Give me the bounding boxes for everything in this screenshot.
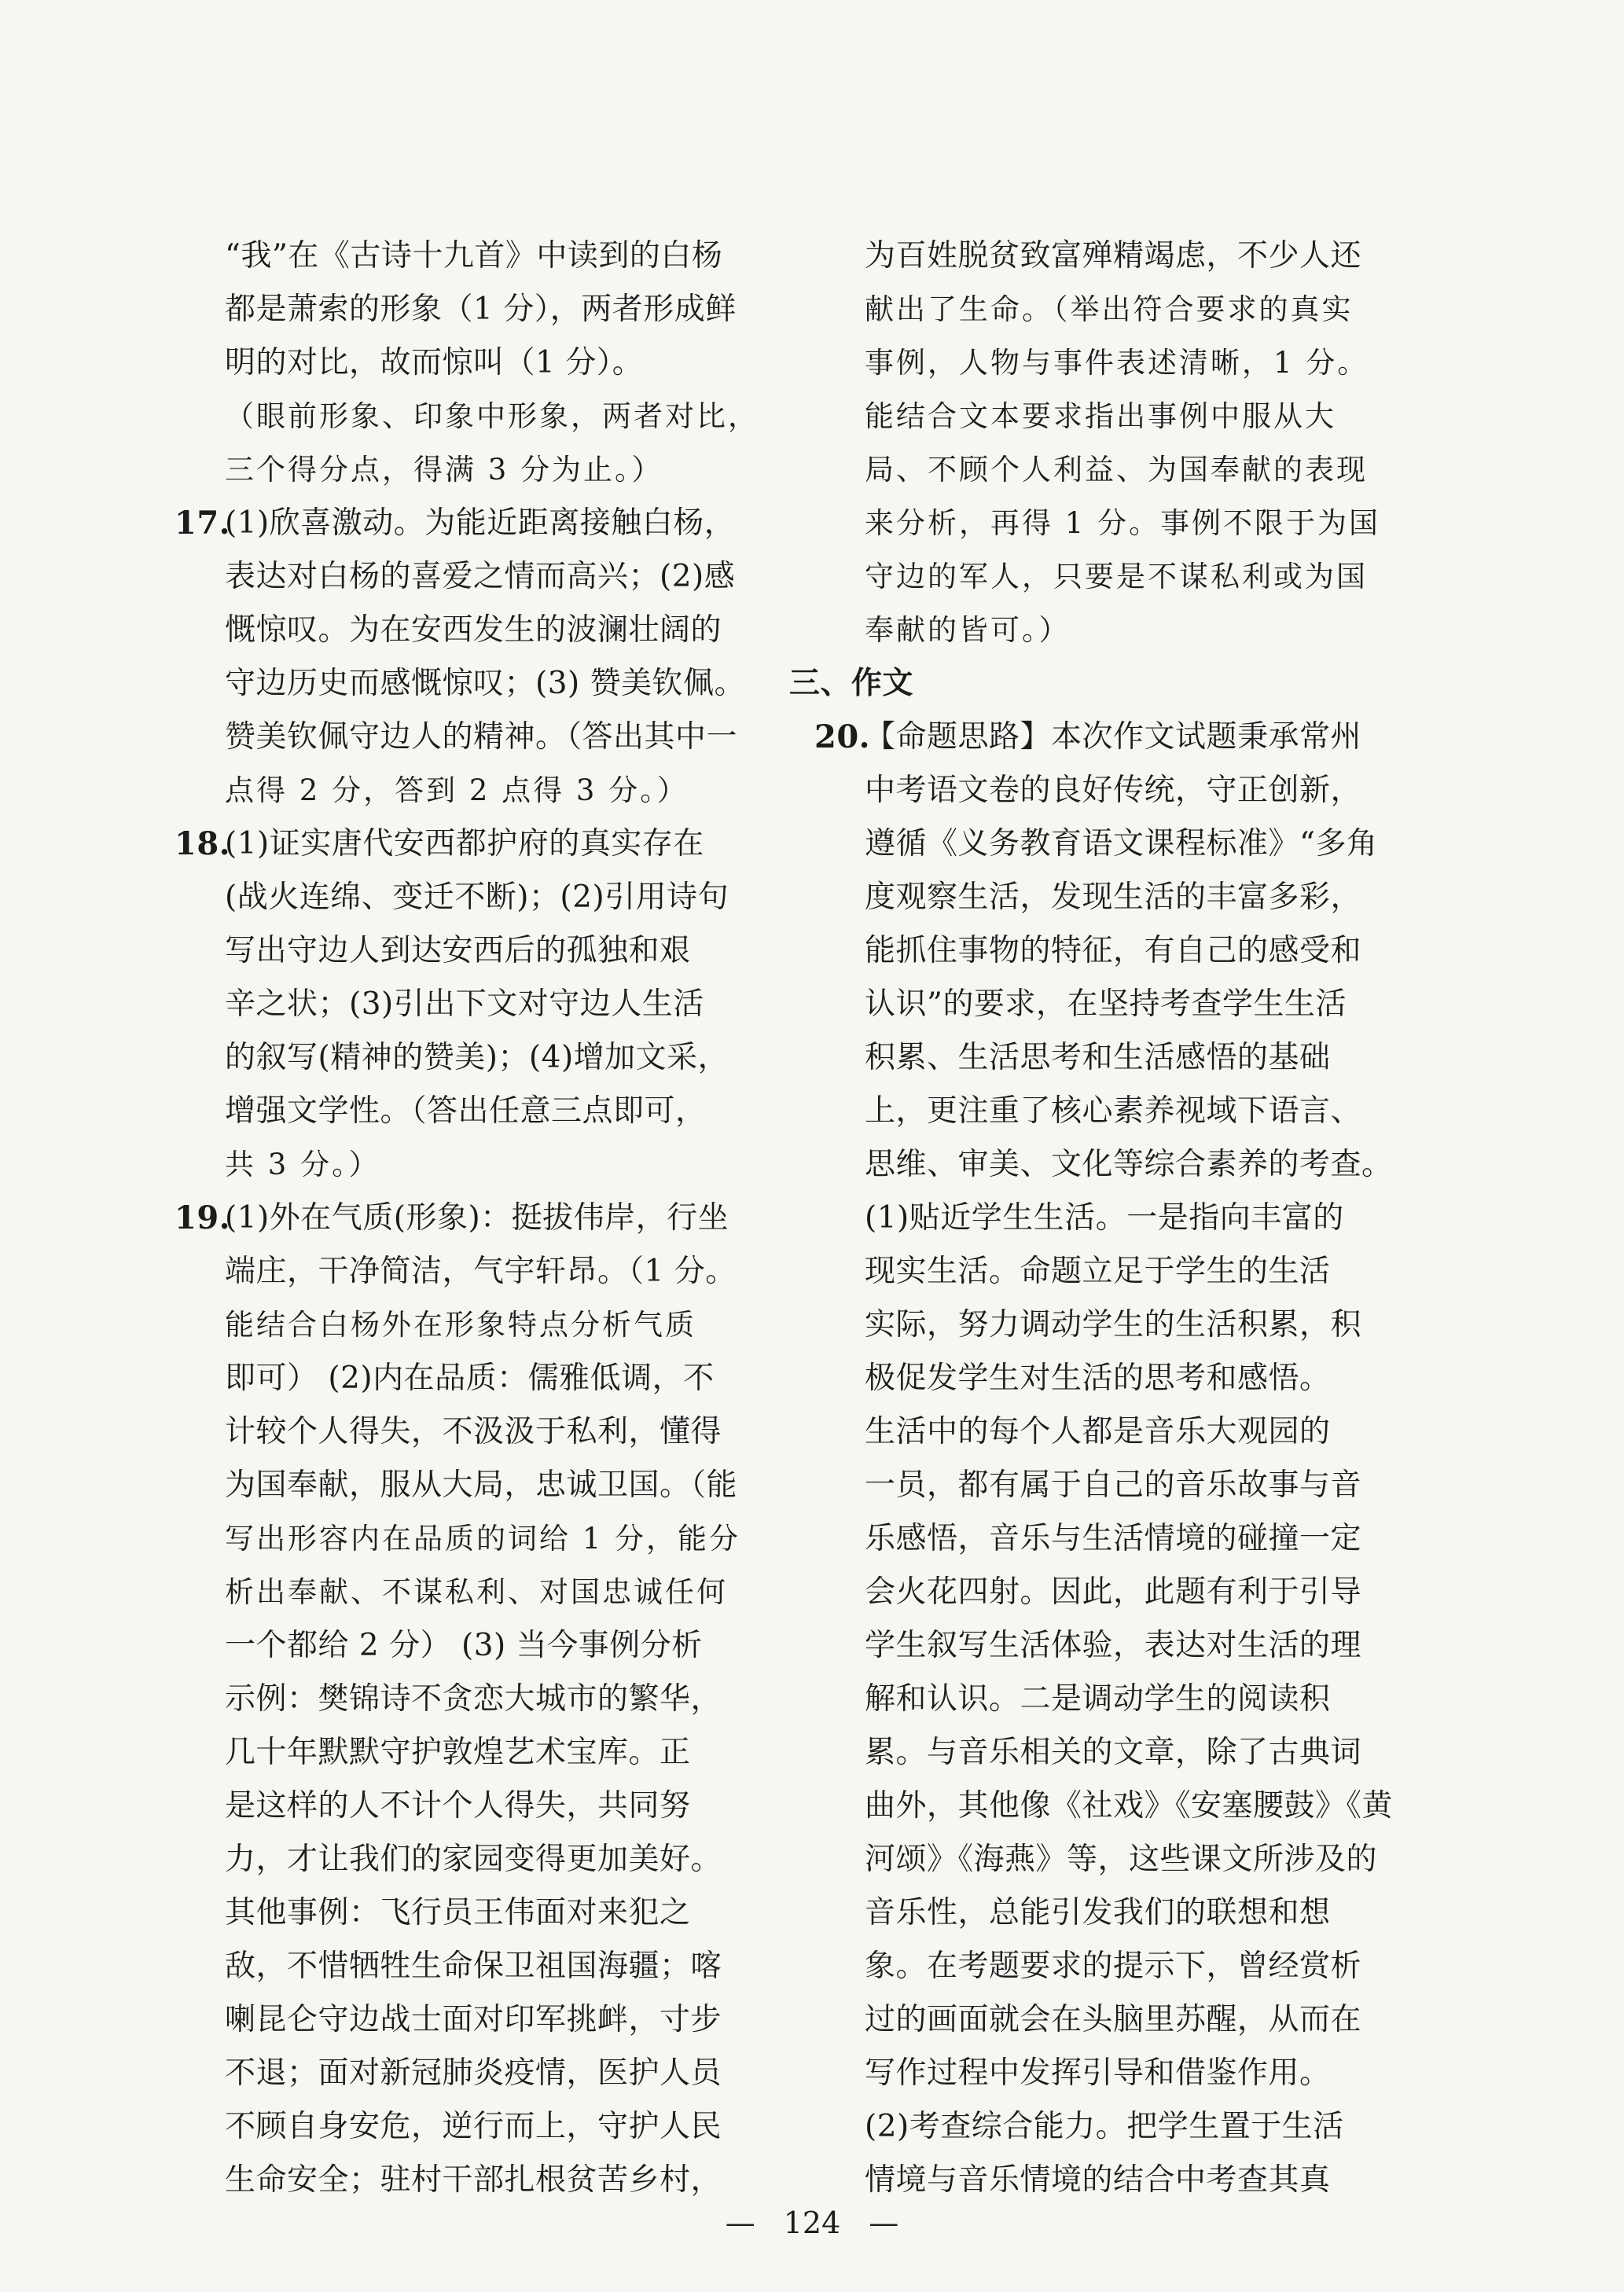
q19-cont-line-4: 能结合文本要求指出事例中服从大 <box>865 399 1336 433</box>
q20-line-10: (1)贴近学生生活。一是指向丰富的 <box>865 1200 1344 1236</box>
q19-line-3: 能结合白杨外在形象特点分析气质 <box>225 1308 696 1342</box>
q19-cont-line-8: 奉献的皆可。） <box>865 613 1071 647</box>
q19-line-7: 写出形容内在品质的词给 1 分，能分 <box>225 1522 741 1556</box>
q20-text-1: 【命题思路】本次作文试题秉承常州 <box>865 719 1362 755</box>
q17-line-1 <box>175 497 775 550</box>
q20-line-7: 积累、生活思考和生活感悟的基础 <box>865 1040 1331 1075</box>
q20-line-3: 遵循《义务教育语文课程标准》“多角 <box>865 826 1378 861</box>
q18-line-6: 增强文学性。（答出任意三点即可， <box>225 1093 707 1129</box>
q20-line-6: 认识”的要求，在坚持考查学生生活 <box>865 986 1347 1022</box>
q19-line-8: 析出奉献、不谋私利、对国忠诚任何 <box>225 1575 728 1609</box>
q19-line-12: 是这样的人不计个人得失，共同努 <box>225 1788 691 1824</box>
q19-text-1: (1)外在气质(形象)：挺拔伟岸，行坐 <box>225 1200 729 1236</box>
q19-line-18: 不顾自身安危，逆行而上，守护人民 <box>225 2109 722 2144</box>
q20-line-16: 乐感悟，音乐与生活情境的碰撞一定 <box>865 1521 1362 1556</box>
q18-line-1 <box>175 817 775 871</box>
q19-line-5: 计较个人得失，不汲汲于私利，懂得 <box>225 1414 722 1449</box>
q20-line-8: 上，更注重了核心素养视域下语言、 <box>865 1093 1362 1129</box>
q19-line-16: 喇昆仑守边战士面对印军挑衅，寸步 <box>225 2002 722 2037</box>
q19-cont-line-6: 来分析，再得 1 分。事例不限于为国 <box>865 506 1381 540</box>
q20-line-24: 象。在考题要求的提示下，曾经赏析 <box>865 1949 1362 1984</box>
q17-line-2: 表达对白杨的喜爱之情而高兴；(2)感 <box>225 559 736 594</box>
q17-text-1: (1)欣喜激动。为能近距离接触白杨， <box>225 505 736 541</box>
q19-line-1 <box>175 1192 775 1245</box>
q16-line-2: 都是萧索的形象（1 分），两者形成鲜 <box>225 292 737 327</box>
q20-line-9: 思维、审美、文化等综合素养的考查。 <box>865 1147 1393 1182</box>
q16-line-1: “我”在《古诗十九首》中读到的白杨 <box>225 238 723 274</box>
q20-line-4: 度观察生活，发现生活的丰富多彩， <box>865 880 1362 915</box>
footer-dash-right: — <box>869 2206 899 2240</box>
q18-line-4: 辛之状；(3)引出下文对守边人生活 <box>225 986 704 1022</box>
q20-line-28: 情境与音乐情境的结合中考查其真 <box>865 2162 1331 2198</box>
section-heading-composition: 三、作文 <box>789 666 914 701</box>
q20-line-27: (2)考查综合能力。把学生置于生活 <box>865 2109 1344 2144</box>
q17-line-3: 慨惊叹。为在安西发生的波澜壮阔的 <box>225 612 722 648</box>
q17-line-6: 点得 2 分，答到 2 点得 3 分。） <box>225 773 689 807</box>
q20-line-20: 累。与音乐相关的文章，除了古典词 <box>865 1735 1362 1770</box>
q19-cont-line-2: 献出了生命。（举出符合要求的真实 <box>865 292 1354 326</box>
q19-line-2: 端庄，干净简洁，气宇轩昂。（1 分。 <box>225 1254 737 1289</box>
q20-number: 20. <box>814 718 871 755</box>
q17-line-4: 守边历史而感慨惊叹；(3) 赞美钦佩。 <box>225 666 746 701</box>
q18-number: 18. <box>175 825 231 862</box>
q19-line-6: 为国奉献，服从大局，忠诚卫国。（能 <box>225 1467 738 1503</box>
q19-line-10: 示例：樊锦诗不贪恋大城市的繁华， <box>225 1681 722 1717</box>
q16-note-2: 三个得分点，得满 3 分为止。） <box>225 453 663 487</box>
q20-line-13: 极促发学生对生活的思考和感悟。 <box>865 1361 1331 1396</box>
q20-line-15: 一员，都有属于自己的音乐故事与音 <box>865 1467 1362 1503</box>
q18-line-3: 写出守边人到达安西后的孤独和艰 <box>225 933 691 968</box>
q19-line-19: 生命安全；驻村干部扎根贫苦乡村， <box>225 2162 722 2198</box>
q17-number: 17. <box>175 505 231 542</box>
q20-line-12: 实际，努力调动学生的生活积累，积 <box>865 1307 1362 1343</box>
page-number-footer <box>0 2206 1624 2240</box>
q20-line-14: 生活中的每个人都是音乐大观园的 <box>865 1414 1331 1449</box>
q19-number: 19. <box>175 1199 231 1236</box>
q19-line-9: 一个都给 2 分） (3) 当今事例分析 <box>225 1628 703 1663</box>
q20-line-21: 曲外，其他像《社戏》《安塞腰鼓》《黄 <box>865 1788 1394 1824</box>
q16-note-1: （眼前形象、印象中形象，两者对比， <box>225 399 759 433</box>
q19-cont-line-5: 局、不顾个人利益、为国奉献的表现 <box>865 453 1368 487</box>
q20-line-5: 能抓住事物的特征，有自己的感受和 <box>865 933 1362 968</box>
q19-line-11: 几十年默默守护敦煌艺术宝库。正 <box>225 1735 691 1770</box>
q20-line-19: 解和认识。二是调动学生的阅读积 <box>865 1681 1331 1717</box>
q20-line-2: 中考语文卷的良好传统，守正创新， <box>865 773 1362 808</box>
q20-line-1 <box>814 711 1431 764</box>
q18-text-1: (1)证实唐代安西都护府的真实存在 <box>225 826 704 861</box>
left-column <box>175 230 775 2207</box>
q20-line-23: 音乐性，总能引发我们的联想和想 <box>865 1895 1331 1930</box>
q20-line-25: 过的画面就会在头脑里苏醒，从而在 <box>865 2002 1362 2037</box>
q19-line-13: 力，才让我们的家园变得更加美好。 <box>225 1842 722 1877</box>
q16-line-3: 明的对比，故而惊叫（1 分）。 <box>225 345 644 380</box>
q19-cont-line-3: 事例，人物与事件表述清晰，1 分。 <box>865 346 1369 380</box>
q20-line-17: 会火花四射。因此，此题有利于引导 <box>865 1574 1362 1610</box>
q19-line-17: 不退；面对新冠肺炎疫情，医护人员 <box>225 2055 722 2091</box>
page-number: 124 <box>783 2206 841 2240</box>
q18-line-5: 的叙写(精神的赞美)；(4)增加文采， <box>225 1040 729 1075</box>
q19-line-14: 其他事例：飞行员王伟面对来犯之 <box>225 1895 691 1930</box>
q20-line-11: 现实生活。命题立足于学生的生活 <box>865 1254 1331 1289</box>
q18-line-7: 共 3 分。） <box>225 1148 380 1181</box>
right-column <box>789 230 1431 2207</box>
q19-line-15: 敌，不惜牺牲生命保卫祖国海疆；喀 <box>225 1949 722 1984</box>
q19-line-4: 即可） (2)内在品质：儒雅低调，不 <box>225 1361 715 1396</box>
q20-line-26: 写作过程中发挥引导和借鉴作用。 <box>865 2055 1331 2091</box>
q18-line-2: (战火连绵、变迁不断)；(2)引用诗句 <box>225 880 729 915</box>
q19-cont-line-1: 为百姓脱贫致富殚精竭虑，不少人还 <box>865 238 1362 274</box>
q20-line-22: 河颂》《海燕》等，这些课文所涉及的 <box>865 1842 1378 1877</box>
q17-line-5: 赞美钦佩守边人的精神。（答出其中一 <box>225 719 738 755</box>
q20-line-18: 学生叙写生活体验，表达对生活的理 <box>865 1628 1362 1663</box>
footer-dash-left: — <box>725 2206 755 2240</box>
q19-cont-line-7: 守边的军人，只要是不谋私利或为国 <box>865 560 1368 593</box>
